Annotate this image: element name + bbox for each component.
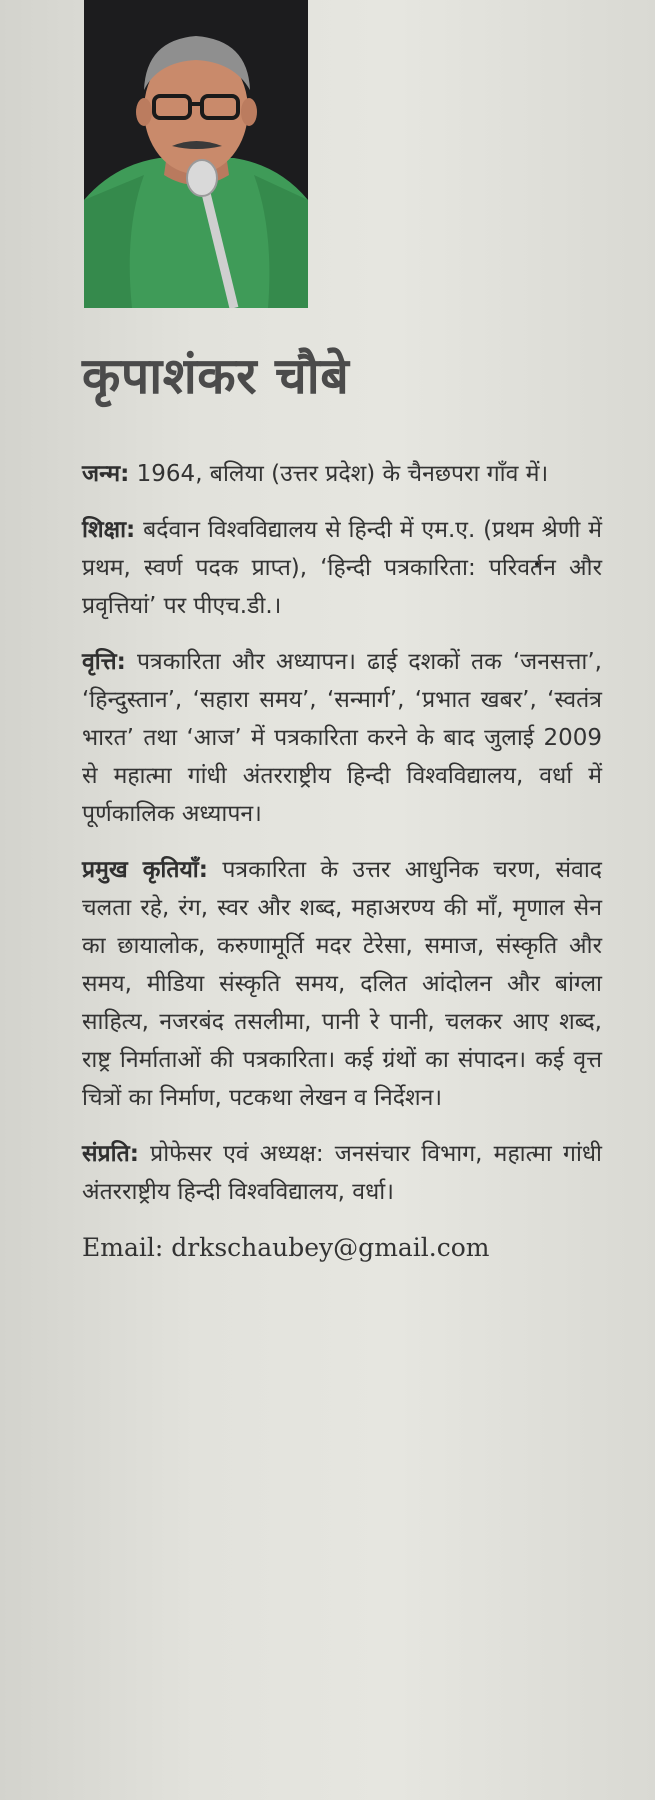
profession-label: वृत्ति: [82,649,126,675]
author-portrait-illustration [84,0,308,308]
current-position-section [82,1135,602,1211]
author-name: कृपाशंकर चौबे [82,347,350,405]
birth-label: जन्म: [82,461,130,487]
author-bio [82,455,602,1267]
education-label: शिक्षा: [82,517,136,543]
current-position-text: प्रोफेसर एवं अध्यक्ष: जनसंचार विभाग, महात्मा गांधी अंतरराष्ट्रीय हिन्दी विश्वविद्यालय, वर्धा। [82,1141,602,1205]
birth-text: 1964, बलिया (उत्तर प्रदेश) के चैनछपरा गाँव में। [136,461,549,487]
works-section [82,851,602,1117]
profession-section [82,643,602,833]
current-position-label: संप्रति: [82,1141,139,1167]
birth-section [82,455,602,493]
works-text: पत्रकारिता के उत्तर आधुनिक चरण, संवाद चलता रहे, रंग, स्वर और शब्द, महाअरण्य की माँ, मृणाल सेन का छायालोक, करुणामूर्ति मदर टेरेसा, समाज, संस्कृति और समय, मीडिया संस्कृति समय, दलित आंदोलन और बांग्ला साहित्य, नजरबंद तसलीमा, पानी रे पानी, चलकर आए शब्द, राष्ट्र निर्माताओं की पत्रकारिता। कई ग्रंथों का संपादन। कई वृत्त चित्रों का निर्माण, पटकथा लेखन व निर्देशन। [82,857,603,1111]
author-email: Email: drkschaubey@gmail.com [82,1233,490,1262]
works-label: प्रमुख कृतियाँ: [82,857,208,883]
profession-text: पत्रकारिता और अध्यापन। ढाई दशकों तक ‘जनसत्ता’, ‘हिन्दुस्तान’, ‘सहारा समय’, ‘सन्मार्ग’, ‘प्रभात खबर’, ‘स्वतंत्र भारत’ तथा ‘आज’ में पत्रकारिता करने के बाद जुलाई 2009 से महात्मा गांधी अंतरराष्ट्रीय हिन्दी विश्वविद्यालय, वर्धा में पूर्णकालिक अध्यापन। [82,649,602,827]
author-photo [84,0,308,308]
education-section [82,511,602,625]
education-text: बर्दवान विश्वविद्यालय से हिन्दी में एम.ए. (प्रथम श्रेणी में प्रथम, स्वर्ण पदक प्राप्त), ‘हिन्दी पत्रकारिता: परिवर्तन और प्रवृत्तियां’ पर पीएच.डी.। [82,517,603,619]
